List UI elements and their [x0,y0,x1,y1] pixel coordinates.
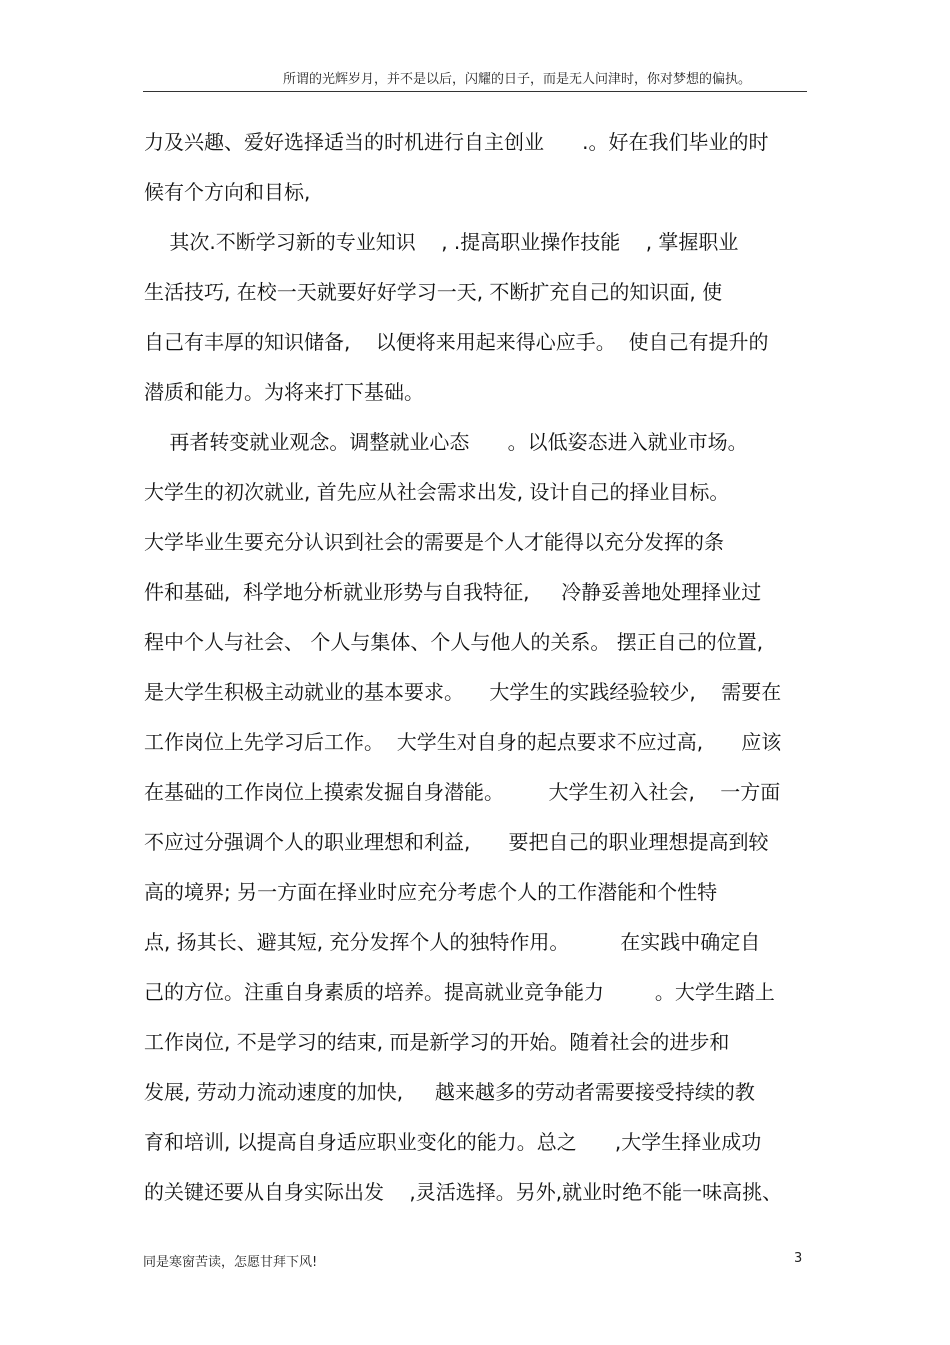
text-line: 不应过分强调个人的职业理想和利益, 要把自己的职业理想提高到较 [144,830,769,854]
text-line: 其次.不断学习新的专业知识 , .提高职业操作技能 , 掌握职业 [144,230,739,254]
text-line: 件和基础, 科学地分析就业形势与自我特征, 冷静妥善地处理择业过 [144,580,762,604]
text-line: 发展, 劳动力流动速度的加快, 越来越多的劳动者需要接受持续的教 [144,1080,755,1104]
text-line: 育和培训, 以提高自身适应职业变化的能力。总之 ,大学生择业成功 [144,1130,762,1154]
text-line: 力及兴趣、爱好选择适当的时机进行自主创业 .。好在我们毕业的时 [144,130,769,154]
text-line: 己的方位。注重自身素质的培养。提高就业竞争能力 。大学生踏上 [144,980,775,1004]
header-motto: 所谓的光辉岁月，并不是以后，闪耀的日子，而是无人问津时，你对梦想的偏执。 [282,72,751,87]
text-line: 工作岗位, 不是学习的结束, 而是新学习的开始。随着社会的进步和 [144,1030,730,1054]
text-line: 在基础的工作岗位上摸索发掘自身潜能。 大学生初入社会, 一方面 [144,780,781,804]
text-line: 是大学生积极主动就业的基本要求。 大学生的实践经验较少, 需要在 [144,680,782,704]
page-number: 3 [794,1251,803,1266]
footer-slogan: 同是寒窗苦读，怎愿甘拜下风! [143,1255,318,1270]
page-header [143,62,807,92]
text-line: 高的境界; 另一方面在择业时应充分考虑个人的工作潜能和个性特 [144,880,718,904]
text-line: 点, 扬其长、避其短, 充分发挥个人的独特作用。 在实践中确定自 [144,930,761,954]
text-line: 候有个方向和目标, [144,180,311,204]
text-line: 程中个人与社会、 个人与集体、个人与他人的关系。 摆正自己的位置, [144,630,764,654]
text-line: 大学生的初次就业, 首先应从社会需求出发, 设计自己的择业目标。 [144,480,730,504]
text-line: 自己有丰厚的知识储备, 以便将来用起来得心应手。 使自己有提升的 [144,330,769,354]
text-line: 工作岗位上先学习后工作。 大学生对自身的起点要求不应过高, 应该 [144,730,782,754]
text-line: 大学毕业生要充分认识到社会的需要是个人才能得以充分发挥的条 [144,530,724,554]
text-line: 的关键还要从自身实际出发 ,灵活选择。另外,就业时绝不能一味高挑、 [144,1180,783,1204]
text-line: 再者转变就业观念。调整就业心态 。以低姿态进入就业市场。 [144,430,748,454]
text-line: 潜质和能力。为将来打下基础。 [144,380,424,404]
text-line: 生活技巧, 在校一天就要好好学习一天, 不断扩充自己的知识面, 使 [144,280,723,304]
